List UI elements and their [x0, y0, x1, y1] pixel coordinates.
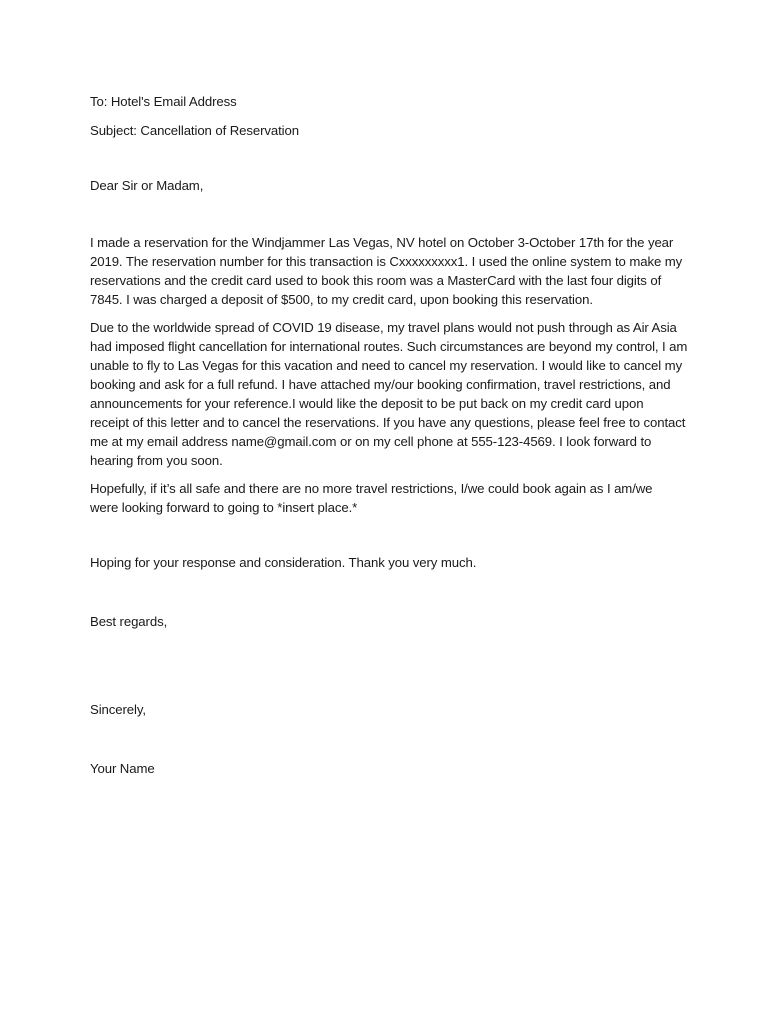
- paragraph-line: I made a reservation for the Windjammer Las Vegas, NV hotel on October 3-October 17th for the year: [90, 235, 674, 250]
- signature-name: Your Name: [90, 761, 155, 776]
- paragraph-line: were looking forward to going to *insert place.*: [90, 500, 358, 515]
- paragraph-line: reservations and the credit card used to book this room was a MasterCard with the last four digits of: [90, 273, 662, 288]
- salutation: Dear Sir or Madam,: [90, 178, 204, 193]
- paragraph-line: announcements for your reference.I would like the deposit to be put back on my credit card upon: [90, 396, 644, 411]
- sincerely: Sincerely,: [90, 702, 146, 717]
- paragraph-cancellation-reason: [90, 318, 688, 470]
- subject-line: Subject: Cancellation of Reservation: [90, 123, 299, 138]
- paragraph-future-booking: [90, 479, 680, 517]
- paragraph-line: 7845. I was charged a deposit of $500, to my credit card, upon booking this reservation.: [90, 292, 593, 307]
- paragraph-line: Due to the worldwide spread of COVID 19 disease, my travel plans would not push through as Air Asia: [90, 320, 677, 335]
- paragraph-reservation-details: [90, 233, 683, 309]
- paragraph-line: receipt of this letter and to cancel the reservations. If you have any questions, please feel free to contact: [90, 415, 686, 430]
- letter-body: [90, 92, 688, 778]
- paragraph-line: booking and ask for a full refund. I have attached my/our booking confirmation, travel restrictions, and: [90, 377, 671, 392]
- paragraph-line: hearing from you soon.: [90, 453, 223, 468]
- recipient-line: To: Hotel's Email Address: [90, 94, 237, 109]
- best-regards: Best regards,: [90, 614, 168, 629]
- paragraph-line: 2019. The reservation number for this transaction is Cxxxxxxxxx1. I used the online system to make my: [90, 254, 683, 269]
- paragraph-line: me at my email address name@gmail.com or on my cell phone at 555-123-4569. I look forward to: [90, 434, 652, 449]
- closing-note: Hoping for your response and consideration. Thank you very much.: [90, 555, 477, 570]
- paragraph-line: Hopefully, if it’s all safe and there are no more travel restrictions, I/we could book again as I am/we: [90, 481, 653, 496]
- paragraph-line: had imposed flight cancellation for international routes. Such circumstances are beyond my control, I am: [90, 339, 688, 354]
- paragraph-line: unable to fly to Las Vegas for this vacation and need to cancel my reservation. I would like to cancel my: [90, 358, 683, 373]
